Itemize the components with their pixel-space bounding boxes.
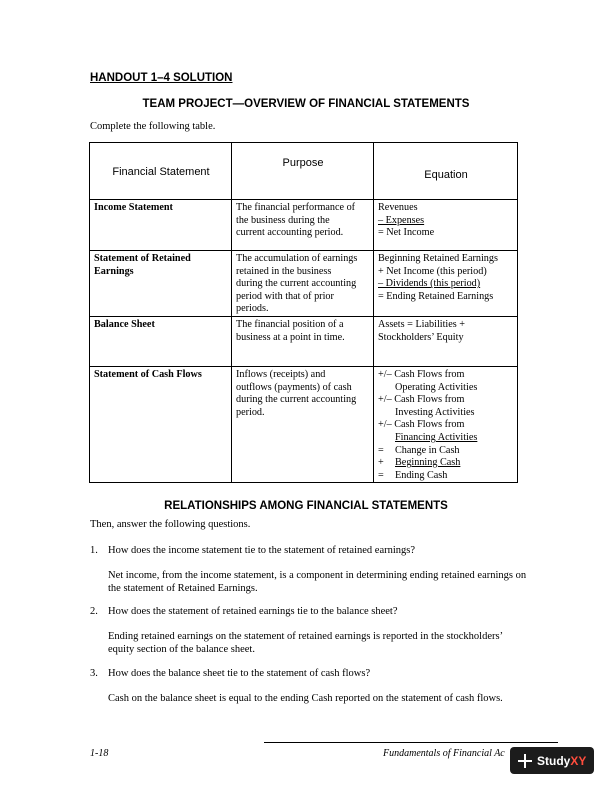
equation-line: +/– Cash Flows from <box>378 394 465 406</box>
table-row <box>90 366 518 482</box>
equation-line: Operating Activities <box>395 381 478 393</box>
table-row <box>90 316 518 366</box>
equation-symbol: + <box>378 457 384 469</box>
purpose-line: the business during the <box>236 214 330 226</box>
statement-name-line: Earnings <box>94 265 134 277</box>
purpose-line: outflows (payments) of cash <box>236 381 352 393</box>
brand-study: Study <box>537 753 571 768</box>
equation-line: = Net Income <box>378 227 435 239</box>
equation-line: Beginning Cash <box>395 457 461 469</box>
row-balance-sheet-purpose <box>232 316 374 366</box>
equation-line: Change in Cash <box>395 444 460 456</box>
answer-2: Ending retained earnings on the statement of retained earnings is reported in the stockholders’ equity section of the balance sheet. <box>108 631 503 655</box>
table-header-row <box>90 143 518 200</box>
equation-line: +/– Cash Flows from <box>378 368 465 380</box>
purpose-line: retained in the business <box>236 265 332 277</box>
equation-line: +/– Cash Flows from <box>378 419 465 431</box>
row-retained-earnings-name <box>90 251 232 317</box>
answer-1: Net income, from the income statement, is a component in determining ending retained earnings on the statement of Retained Earnings. <box>108 570 527 594</box>
header-purpose: Purpose <box>232 143 374 200</box>
equation-line: + Net Income (this period) <box>378 265 487 277</box>
purpose-line: The financial position of a <box>236 318 344 330</box>
row-cash-flows-name: Statement of Cash Flows <box>90 366 232 482</box>
purpose-line: current accounting period. <box>236 227 344 239</box>
brand-xy: XY <box>570 753 587 768</box>
table-row <box>90 251 518 317</box>
row-balance-sheet-name: Balance Sheet <box>90 316 232 366</box>
row-income-statement-purpose <box>232 200 374 251</box>
footer-rule <box>264 742 558 743</box>
header-equation: Equation <box>374 143 518 200</box>
purpose-line: The financial performance of <box>236 202 356 213</box>
equation-line: Assets = Liabilities + <box>378 318 466 330</box>
answer-3: Cash on the balance sheet is equal to the ending Cash reported on the statement of cash flows. <box>108 693 503 704</box>
header-financial-statement: Financial Statement <box>90 143 232 200</box>
project-title: TEAM PROJECT—OVERVIEW OF FINANCIAL STATEMENTS <box>142 98 470 110</box>
row-cash-flows-purpose <box>232 366 374 482</box>
equation-line: Financing Activities <box>395 431 478 443</box>
equation-line: – Expenses <box>378 214 425 226</box>
row-cash-flows-equation <box>374 366 518 482</box>
handout-title: HANDOUT 1–4 SOLUTION <box>90 72 233 84</box>
instruction-text: Complete the following table. <box>90 121 216 132</box>
table-row <box>90 200 518 251</box>
row-income-statement-equation <box>374 200 518 251</box>
purpose-line: business at a point in time. <box>236 331 345 343</box>
row-income-statement-name: Income Statement <box>90 200 232 251</box>
equation-line: Revenues <box>378 202 418 213</box>
row-retained-earnings-purpose <box>232 251 374 317</box>
financial-statements-table <box>89 142 518 483</box>
page-number: 1-18 <box>90 748 109 759</box>
equation-line: = Ending Retained Earnings <box>378 290 494 302</box>
equation-line: – Dividends (this period) <box>378 278 481 290</box>
studyxy-watermark <box>510 747 594 774</box>
equation-symbol: = <box>378 444 384 456</box>
row-balance-sheet-equation <box>374 316 518 366</box>
purpose-line: period with that of prior <box>236 290 334 302</box>
purpose-line: during the current accounting <box>236 394 357 406</box>
purpose-line: during the current accounting <box>236 278 357 290</box>
statement-name-line: Statement of Retained <box>94 253 191 264</box>
then-text: Then, answer the following questions. <box>90 519 251 530</box>
equation-line: Beginning Retained Earnings <box>378 253 498 264</box>
purpose-line: The accumulation of earnings <box>236 253 358 264</box>
equation-symbol: = <box>378 469 384 481</box>
question-text: How does the income statement tie to the statement of retained earnings? <box>108 545 416 556</box>
footer-book-title: Fundamentals of Financial Ac <box>383 748 505 759</box>
question-text: How does the statement of retained earnings tie to the balance sheet? <box>108 606 398 617</box>
question-number: 3. <box>90 668 98 679</box>
relationships-title: RELATIONSHIPS AMONG FINANCIAL STATEMENTS <box>164 500 448 512</box>
equation-line: Investing Activities <box>395 406 475 418</box>
purpose-line: period. <box>236 406 265 418</box>
equation-line: Ending Cash <box>395 469 448 481</box>
equation-line: Stockholders’ Equity <box>378 331 464 343</box>
row-retained-earnings-equation <box>374 251 518 317</box>
purpose-line: periods. <box>236 303 269 315</box>
question-number: 2. <box>90 606 98 617</box>
plus-icon <box>517 753 533 769</box>
question-number: 1. <box>90 545 98 556</box>
purpose-line: Inflows (receipts) and <box>236 368 326 380</box>
question-text: How does the balance sheet tie to the statement of cash flows? <box>108 668 371 679</box>
